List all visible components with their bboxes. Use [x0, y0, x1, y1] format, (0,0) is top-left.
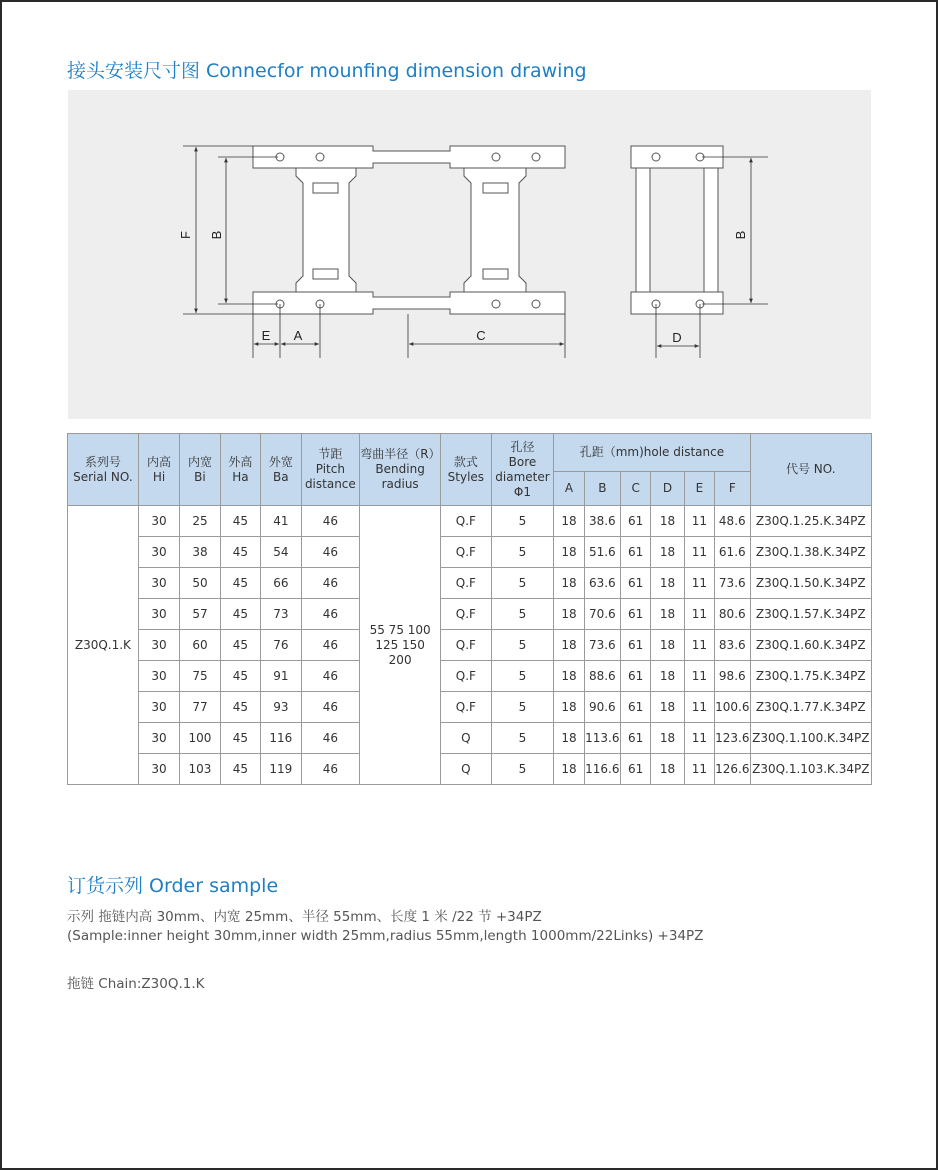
- dimension-drawing: [68, 90, 871, 419]
- cell-bi: 50: [180, 568, 220, 599]
- cell-b: 63.6: [584, 568, 620, 599]
- header-sub-f: F: [715, 472, 750, 506]
- cell-no: Z30Q.1.38.K.34PZ: [750, 537, 871, 568]
- cell-d: 18: [651, 599, 684, 630]
- cell-e: 11: [684, 754, 714, 785]
- cell-e: 11: [684, 692, 714, 723]
- spec-table: [67, 433, 872, 785]
- cell-ha: 45: [220, 568, 260, 599]
- header-bi: 内宽 Bi: [180, 434, 220, 506]
- cell-f: 61.6: [715, 537, 750, 568]
- label-c: C: [476, 328, 486, 343]
- cell-pitch: 46: [301, 506, 360, 537]
- cell-ba: 119: [261, 754, 301, 785]
- cell-b: 73.6: [584, 630, 620, 661]
- cell-pitch: 46: [301, 692, 360, 723]
- cell-e: 11: [684, 506, 714, 537]
- cell-no: Z30Q.1.75.K.34PZ: [750, 661, 871, 692]
- cell-ha: 45: [220, 599, 260, 630]
- label-b-side: B: [733, 230, 748, 240]
- cell-bore: 5: [491, 537, 554, 568]
- cell-no: Z30Q.1.103.K.34PZ: [750, 754, 871, 785]
- cell-hi: 30: [138, 599, 179, 630]
- cell-ba: 116: [261, 723, 301, 754]
- cell-no: Z30Q.1.57.K.34PZ: [750, 599, 871, 630]
- table-row: [68, 692, 872, 723]
- cell-pitch: 46: [301, 537, 360, 568]
- cell-bi: 100: [180, 723, 220, 754]
- cell-ha: 45: [220, 723, 260, 754]
- header-ha: 外高 Ha: [220, 434, 260, 506]
- cell-pitch: 46: [301, 599, 360, 630]
- label-b-front: B: [209, 230, 224, 240]
- cell-d: 18: [651, 723, 684, 754]
- cell-a: 18: [554, 599, 584, 630]
- cell-pitch: 46: [301, 630, 360, 661]
- cell-d: 18: [651, 630, 684, 661]
- table-row: [68, 537, 872, 568]
- table-row: [68, 506, 872, 537]
- cell-e: 11: [684, 630, 714, 661]
- cell-pitch: 46: [301, 568, 360, 599]
- cell-hi: 30: [138, 506, 179, 537]
- cell-c: 61: [621, 692, 651, 723]
- cell-bending-radius: 55 75 100 125 150 200: [360, 506, 441, 785]
- header-no: 代号 NO.: [750, 434, 871, 506]
- cell-d: 18: [651, 692, 684, 723]
- header-sub-e: E: [684, 472, 714, 506]
- cell-no: Z30Q.1.100.K.34PZ: [750, 723, 871, 754]
- cell-bore: 5: [491, 754, 554, 785]
- cell-hi: 30: [138, 723, 179, 754]
- cell-a: 18: [554, 661, 584, 692]
- cell-hi: 30: [138, 692, 179, 723]
- header-sub-b: B: [584, 472, 620, 506]
- cell-d: 18: [651, 568, 684, 599]
- label-a: A: [293, 328, 303, 343]
- cell-c: 61: [621, 754, 651, 785]
- cell-hi: 30: [138, 568, 179, 599]
- cell-ha: 45: [220, 537, 260, 568]
- header-sub-c: C: [621, 472, 651, 506]
- order-sample-line-cn: 示列 拖链内高 30mm、内宽 25mm、半径 55mm、长度 1 米 /22 节 +34PZ: [67, 909, 542, 925]
- cell-a: 18: [554, 692, 584, 723]
- cell-c: 61: [621, 723, 651, 754]
- table-row: [68, 599, 872, 630]
- cell-e: 11: [684, 661, 714, 692]
- cell-e: 11: [684, 537, 714, 568]
- cell-bore: 5: [491, 630, 554, 661]
- cell-bi: 60: [180, 630, 220, 661]
- cell-e: 11: [684, 599, 714, 630]
- cell-ba: 66: [261, 568, 301, 599]
- cell-bi: 57: [180, 599, 220, 630]
- cell-c: 61: [621, 661, 651, 692]
- header-hole-distance: 孔距（mm)hole distance: [554, 434, 750, 472]
- table-row: [68, 754, 872, 785]
- cell-style: Q.F: [441, 568, 492, 599]
- cell-f: 98.6: [715, 661, 750, 692]
- cell-b: 116.6: [584, 754, 620, 785]
- cell-b: 70.6: [584, 599, 620, 630]
- cell-d: 18: [651, 506, 684, 537]
- cell-ha: 45: [220, 661, 260, 692]
- cell-e: 11: [684, 568, 714, 599]
- cell-c: 61: [621, 537, 651, 568]
- cell-c: 61: [621, 630, 651, 661]
- table-row: [68, 630, 872, 661]
- cell-bi: 75: [180, 661, 220, 692]
- label-d: D: [672, 330, 682, 345]
- cell-style: Q.F: [441, 630, 492, 661]
- cell-bore: 5: [491, 723, 554, 754]
- cell-a: 18: [554, 723, 584, 754]
- cell-no: Z30Q.1.25.K.34PZ: [750, 506, 871, 537]
- cell-no: Z30Q.1.77.K.34PZ: [750, 692, 871, 723]
- cell-f: 73.6: [715, 568, 750, 599]
- cell-d: 18: [651, 754, 684, 785]
- cell-ha: 45: [220, 506, 260, 537]
- order-sample-line-en: (Sample:inner height 30mm,inner width 25mm,radius 55mm,length 1000mm/22Links) +34PZ: [67, 928, 704, 944]
- cell-ha: 45: [220, 692, 260, 723]
- cell-bi: 25: [180, 506, 220, 537]
- table-row: [68, 723, 872, 754]
- cell-bi: 77: [180, 692, 220, 723]
- cell-bore: 5: [491, 506, 554, 537]
- header-hi: 内高 Hi: [138, 434, 179, 506]
- cell-ba: 91: [261, 661, 301, 692]
- cell-f: 123.6: [715, 723, 750, 754]
- cell-c: 61: [621, 506, 651, 537]
- cell-ba: 93: [261, 692, 301, 723]
- cell-bore: 5: [491, 599, 554, 630]
- cell-bi: 103: [180, 754, 220, 785]
- header-sub-d: D: [651, 472, 684, 506]
- cell-b: 90.6: [584, 692, 620, 723]
- cell-d: 18: [651, 537, 684, 568]
- cell-pitch: 46: [301, 661, 360, 692]
- cell-pitch: 46: [301, 723, 360, 754]
- cell-style: Q: [441, 723, 492, 754]
- cell-bore: 5: [491, 692, 554, 723]
- cell-f: 80.6: [715, 599, 750, 630]
- cell-hi: 30: [138, 754, 179, 785]
- cell-bi: 38: [180, 537, 220, 568]
- cell-style: Q.F: [441, 599, 492, 630]
- table-row: [68, 661, 872, 692]
- cell-d: 18: [651, 661, 684, 692]
- table-row: [68, 568, 872, 599]
- cell-c: 61: [621, 568, 651, 599]
- front-view: [253, 146, 565, 314]
- cell-hi: 30: [138, 661, 179, 692]
- side-view: [631, 146, 723, 314]
- cell-b: 51.6: [584, 537, 620, 568]
- cell-pitch: 46: [301, 754, 360, 785]
- label-e: E: [261, 328, 271, 343]
- header-pitch: 节距 Pitch distance: [301, 434, 360, 506]
- cell-serial: Z30Q.1.K: [68, 506, 139, 785]
- cell-f: 83.6: [715, 630, 750, 661]
- cell-ha: 45: [220, 630, 260, 661]
- label-f: F: [178, 231, 193, 239]
- cell-f: 48.6: [715, 506, 750, 537]
- section-title-drawing: 接头安装尺寸图 Connecfor mounfing dimension drawing: [67, 60, 587, 82]
- cell-b: 38.6: [584, 506, 620, 537]
- cell-f: 126.6: [715, 754, 750, 785]
- spec-table-body: [68, 506, 872, 785]
- cell-hi: 30: [138, 630, 179, 661]
- cell-style: Q.F: [441, 692, 492, 723]
- cell-ba: 41: [261, 506, 301, 537]
- cell-no: Z30Q.1.60.K.34PZ: [750, 630, 871, 661]
- order-chain-code: 拖链 Chain:Z30Q.1.K: [67, 976, 205, 992]
- section-title-order: 订货示列 Order sample: [67, 875, 279, 897]
- cell-a: 18: [554, 754, 584, 785]
- header-styles: 款式 Styles: [441, 434, 492, 506]
- cell-a: 18: [554, 630, 584, 661]
- cell-ba: 73: [261, 599, 301, 630]
- cell-bore: 5: [491, 568, 554, 599]
- header-radius: 弯曲半径（R） Bending radius: [360, 434, 441, 506]
- cell-style: Q: [441, 754, 492, 785]
- header-sub-a: A: [554, 472, 584, 506]
- cell-b: 113.6: [584, 723, 620, 754]
- cell-no: Z30Q.1.50.K.34PZ: [750, 568, 871, 599]
- cell-a: 18: [554, 568, 584, 599]
- cell-ha: 45: [220, 754, 260, 785]
- cell-e: 11: [684, 723, 714, 754]
- header-serial: 系列号 Serial NO.: [68, 434, 139, 506]
- cell-bore: 5: [491, 661, 554, 692]
- cell-style: Q.F: [441, 506, 492, 537]
- header-ba: 外宽 Ba: [261, 434, 301, 506]
- cell-ba: 54: [261, 537, 301, 568]
- cell-hi: 30: [138, 537, 179, 568]
- header-bore: 孔径 Bore diameter Φ1: [491, 434, 554, 506]
- cell-c: 61: [621, 599, 651, 630]
- cell-ba: 76: [261, 630, 301, 661]
- cell-f: 100.6: [715, 692, 750, 723]
- cell-b: 88.6: [584, 661, 620, 692]
- cell-style: Q.F: [441, 661, 492, 692]
- cell-style: Q.F: [441, 537, 492, 568]
- cell-a: 18: [554, 506, 584, 537]
- cell-a: 18: [554, 537, 584, 568]
